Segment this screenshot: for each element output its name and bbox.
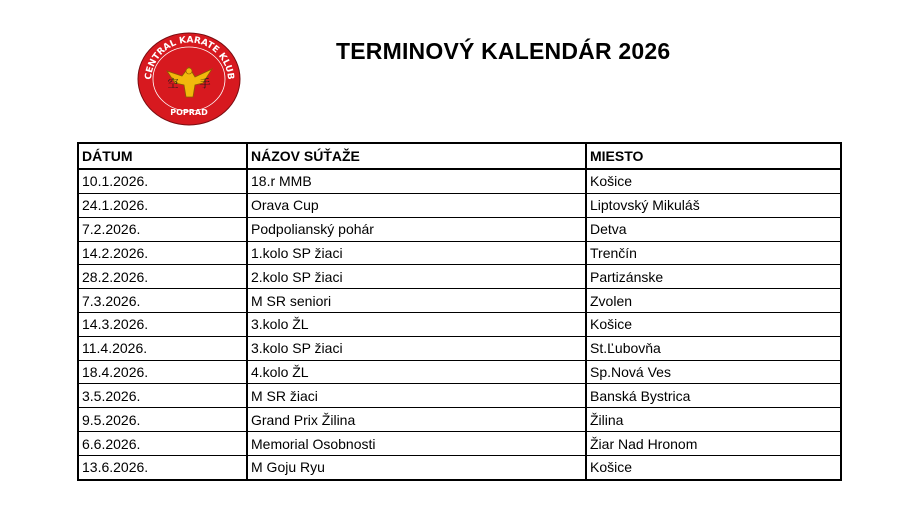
calendar-table xyxy=(77,142,840,481)
column-header-competition: NÁZOV SÚŤAŽE xyxy=(247,143,586,169)
date-cell: 14.2.2026. xyxy=(78,241,247,265)
date-cell: 3.5.2026. xyxy=(78,384,247,408)
place-cell: Trenčín xyxy=(586,241,841,265)
place-cell: Košice xyxy=(586,313,841,337)
svg-text:POPRAD: POPRAD xyxy=(170,108,208,117)
competition-cell: 18.r MMB xyxy=(247,169,586,193)
svg-text:手: 手 xyxy=(199,77,211,90)
table-row xyxy=(78,432,841,456)
competition-cell: Memorial Osobnosti xyxy=(247,432,586,456)
competition-cell: Grand Prix Žilina xyxy=(247,408,586,432)
place-cell: Košice xyxy=(586,455,841,480)
competition-cell: M SR seniori xyxy=(247,289,586,313)
date-cell: 9.5.2026. xyxy=(78,408,247,432)
competition-cell: 1.kolo SP žiaci xyxy=(247,241,586,265)
date-cell: 11.4.2026. xyxy=(78,336,247,360)
place-cell: Košice xyxy=(586,169,841,193)
date-cell: 10.1.2026. xyxy=(78,169,247,193)
date-cell: 18.4.2026. xyxy=(78,360,247,384)
column-header-date: DÁTUM xyxy=(78,143,247,169)
place-cell: Liptovský Mikuláš xyxy=(586,193,841,217)
svg-text:CENTRAL KARATE KLUB: CENTRAL KARATE KLUB xyxy=(143,35,236,81)
competition-cell: M SR žiaci xyxy=(247,384,586,408)
place-cell: Žilina xyxy=(586,408,841,432)
date-cell: 28.2.2026. xyxy=(78,265,247,289)
table-row xyxy=(78,360,841,384)
date-cell: 6.6.2026. xyxy=(78,432,247,456)
club-logo-emblem-icon xyxy=(137,31,242,126)
place-cell: Partizánske xyxy=(586,265,841,289)
table-row xyxy=(78,217,841,241)
place-cell: Žiar Nad Hronom xyxy=(586,432,841,456)
place-cell: Zvolen xyxy=(586,289,841,313)
table-row xyxy=(78,384,841,408)
competition-cell: 4.kolo ŽL xyxy=(247,360,586,384)
date-cell: 14.3.2026. xyxy=(78,313,247,337)
date-cell: 7.3.2026. xyxy=(78,289,247,313)
table-row xyxy=(78,289,841,313)
table-row xyxy=(78,193,841,217)
svg-text:空: 空 xyxy=(167,77,179,90)
place-cell: St.Ľubovňa xyxy=(586,336,841,360)
competition-cell: Orava Cup xyxy=(247,193,586,217)
club-logo xyxy=(137,31,242,126)
table-row xyxy=(78,336,841,360)
place-cell: Banská Bystrica xyxy=(586,384,841,408)
page-title: TERMINOVÝ KALENDÁR 2026 xyxy=(336,38,671,64)
competition-cell: 3.kolo SP žiaci xyxy=(247,336,586,360)
place-cell: Detva xyxy=(586,217,841,241)
table-row xyxy=(78,169,841,193)
table-row xyxy=(78,241,841,265)
competition-cell: 3.kolo ŽL xyxy=(247,313,586,337)
table-row xyxy=(78,408,841,432)
table-row xyxy=(78,265,841,289)
column-header-place: MIESTO xyxy=(586,143,841,169)
table-header-row xyxy=(78,143,841,169)
place-cell: Sp.Nová Ves xyxy=(586,360,841,384)
table-row xyxy=(78,455,841,480)
table-row xyxy=(78,313,841,337)
date-cell: 24.1.2026. xyxy=(78,193,247,217)
competition-cell: 2.kolo SP žiaci xyxy=(247,265,586,289)
date-cell: 7.2.2026. xyxy=(78,217,247,241)
competition-cell: Podpolianský pohár xyxy=(247,217,586,241)
date-cell: 13.6.2026. xyxy=(78,455,247,480)
competition-cell: M Goju Ryu xyxy=(247,455,586,480)
